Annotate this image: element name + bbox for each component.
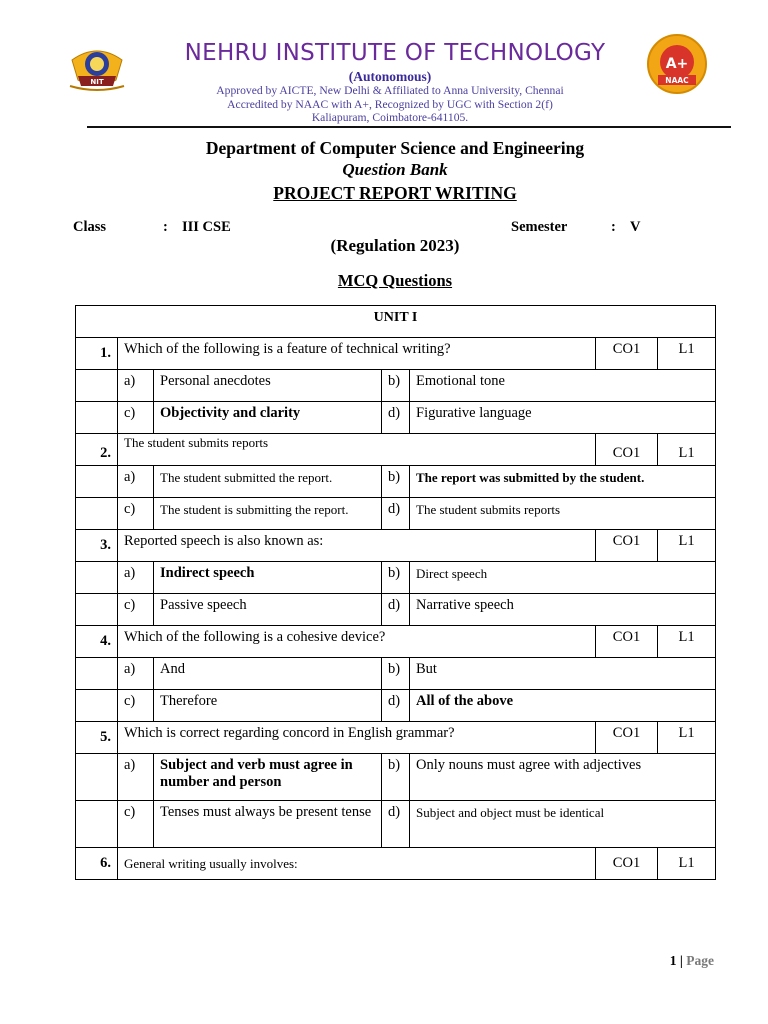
- empty-cell: [76, 498, 118, 530]
- option-row: [76, 754, 716, 801]
- approval-line-3: Kaliapuram, Coimbatore-641105.: [311, 111, 469, 125]
- semester-separator: :: [611, 219, 616, 235]
- course-outcome: CO1: [596, 434, 658, 466]
- option-label: b): [382, 466, 410, 498]
- class-value: III CSE: [182, 219, 231, 235]
- question-bank-subtitle: Question Bank: [342, 160, 448, 179]
- question-text: Which is correct regarding concord in English grammar?: [118, 722, 596, 754]
- option-row: [76, 402, 716, 434]
- empty-cell: [76, 562, 118, 594]
- option-label: b): [382, 754, 410, 801]
- naac-label-text: NAAC: [665, 76, 689, 85]
- course-outcome: CO1: [596, 338, 658, 370]
- option-label: c): [118, 594, 154, 626]
- empty-cell: [76, 754, 118, 801]
- section-title: MCQ Questions: [337, 271, 453, 290]
- empty-cell: [76, 658, 118, 690]
- option-text: The student submitted the report.: [154, 466, 382, 498]
- course-outcome: CO1: [596, 722, 658, 754]
- empty-cell: [76, 402, 118, 434]
- option-text: Indirect speech: [154, 562, 382, 594]
- question-row: [76, 338, 716, 370]
- page-number: 1: [669, 953, 677, 968]
- option-row: [76, 562, 716, 594]
- empty-cell: [76, 690, 118, 722]
- question-row: [76, 530, 716, 562]
- option-text: And: [154, 658, 382, 690]
- logo-banner-text: NIT: [90, 78, 104, 86]
- option-label: c): [118, 690, 154, 722]
- option-label: a): [118, 370, 154, 402]
- question-text: The student submits reports: [118, 434, 596, 466]
- option-label: d): [382, 801, 410, 848]
- option-text: Emotional tone: [410, 370, 716, 402]
- department-title: Department of Computer Science and Engineering: [205, 138, 585, 158]
- empty-cell: [76, 466, 118, 498]
- option-label: d): [382, 402, 410, 434]
- unit-heading: UNIT I: [76, 306, 716, 338]
- question-table: [75, 305, 716, 880]
- option-text: Tenses must always be present tense: [154, 801, 382, 848]
- naac-grade-text: A+: [665, 56, 689, 72]
- page-footer: [0, 953, 714, 969]
- option-label: c): [118, 402, 154, 434]
- question-row: [76, 848, 716, 880]
- page-separator: |: [679, 953, 683, 968]
- question-number: 3.: [76, 530, 118, 562]
- option-text: Direct speech: [410, 562, 716, 594]
- option-row: [76, 690, 716, 722]
- approval-text: [0, 84, 768, 125]
- option-text: Objectivity and clarity: [154, 402, 382, 434]
- option-label: c): [118, 801, 154, 848]
- question-number: 1.: [76, 338, 118, 370]
- empty-cell: [76, 370, 118, 402]
- bloom-level: L1: [658, 338, 716, 370]
- course-outcome: CO1: [596, 530, 658, 562]
- option-label: d): [382, 594, 410, 626]
- option-label: a): [118, 754, 154, 801]
- option-text: Passive speech: [154, 594, 382, 626]
- approval-line-1: Approved by AICTE, New Delhi & Affiliated to Anna University, Chennai: [216, 84, 564, 97]
- semester-label: Semester: [511, 219, 568, 235]
- option-label: c): [118, 498, 154, 530]
- question-row: [76, 722, 716, 754]
- option-label: b): [382, 370, 410, 402]
- option-text: The student submits reports: [410, 498, 716, 530]
- option-row: [76, 801, 716, 848]
- option-label: b): [382, 658, 410, 690]
- option-text: Therefore: [154, 690, 382, 722]
- option-text: Personal anecdotes: [154, 370, 382, 402]
- question-row: [76, 626, 716, 658]
- option-label: a): [118, 562, 154, 594]
- regulation-label: (Regulation 2023): [330, 236, 460, 255]
- question-text: Which of the following is a cohesive device?: [118, 626, 596, 658]
- empty-cell: [76, 594, 118, 626]
- question-number: 6.: [76, 848, 118, 880]
- option-row: [76, 370, 716, 402]
- option-text: The report was submitted by the student.: [410, 466, 716, 498]
- approval-line-2: Accredited by NAAC with A+, Recognized by UGC with Section 2(f): [227, 97, 553, 111]
- bloom-level: L1: [658, 530, 716, 562]
- option-text: Figurative language: [410, 402, 716, 434]
- course-outcome: CO1: [596, 626, 658, 658]
- question-number: 4.: [76, 626, 118, 658]
- question-text: Which of the following is a feature of technical writing?: [118, 338, 596, 370]
- page-word: Page: [686, 953, 714, 968]
- bloom-level: L1: [658, 626, 716, 658]
- bloom-level: L1: [658, 434, 716, 466]
- bloom-level: L1: [658, 848, 716, 880]
- class-label: Class: [73, 219, 107, 235]
- class-separator: :: [163, 219, 168, 235]
- option-text: The student is submitting the report.: [154, 498, 382, 530]
- semester-value: V: [630, 219, 641, 235]
- question-row: [76, 434, 716, 466]
- option-text: Subject and verb must agree in number and person: [154, 754, 382, 801]
- empty-cell: [76, 801, 118, 848]
- option-label: a): [118, 466, 154, 498]
- option-row: [76, 594, 716, 626]
- course-outcome: CO1: [596, 848, 658, 880]
- option-text: Subject and object must be identical: [410, 801, 716, 848]
- option-label: a): [118, 658, 154, 690]
- autonomous-label: (Autonomous): [348, 69, 432, 84]
- header-divider: [87, 126, 731, 128]
- question-number: 5.: [76, 722, 118, 754]
- option-label: d): [382, 498, 410, 530]
- option-text: Narrative speech: [410, 594, 716, 626]
- option-row: [76, 498, 716, 530]
- question-text: Reported speech is also known as:: [118, 530, 596, 562]
- question-text: General writing usually involves:: [118, 848, 596, 880]
- option-label: b): [382, 562, 410, 594]
- option-row: [76, 658, 716, 690]
- bloom-level: L1: [658, 722, 716, 754]
- option-text: Only nouns must agree with adjectives: [410, 754, 716, 801]
- option-label: d): [382, 690, 410, 722]
- institute-name: NEHRU INSTITUTE OF TECHNOLOGY: [184, 40, 606, 66]
- option-text: All of the above: [410, 690, 716, 722]
- question-number: 2.: [76, 434, 118, 466]
- option-text: But: [410, 658, 716, 690]
- option-row: [76, 466, 716, 498]
- subject-title: PROJECT REPORT WRITING: [273, 183, 517, 203]
